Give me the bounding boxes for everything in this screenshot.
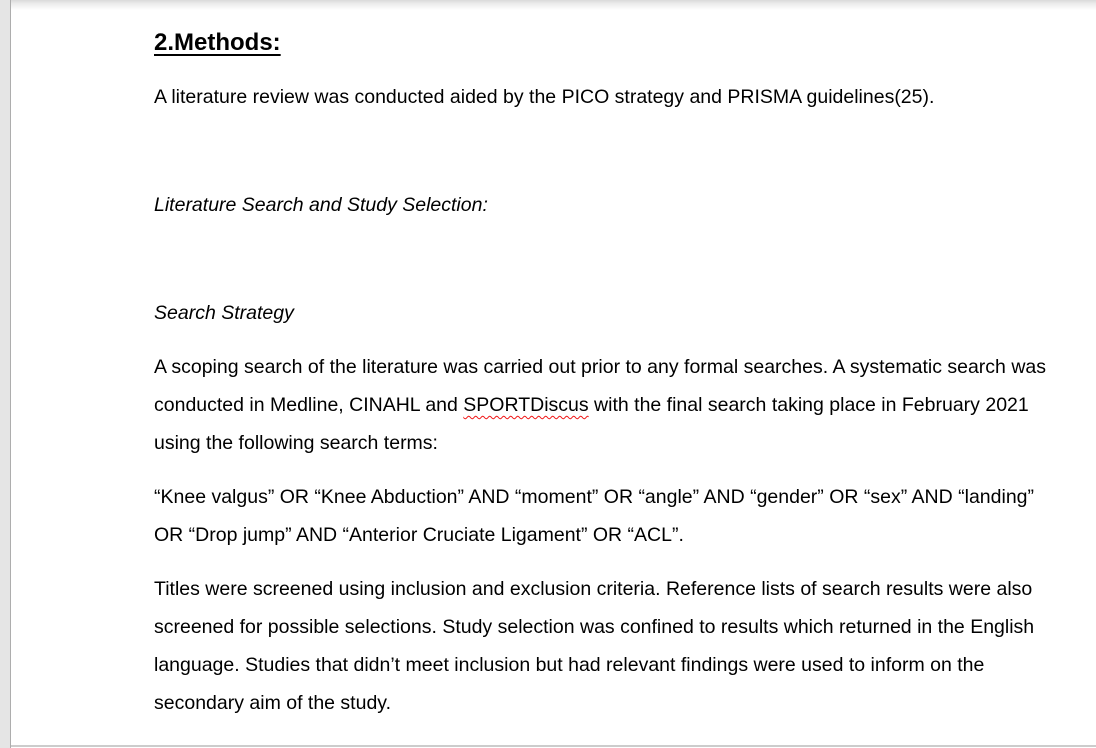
- page-bottom-border: [11, 745, 1096, 747]
- search-paragraph-after: with the final search taking place in February 2021 using the following search terms:: [154, 394, 1029, 454]
- paragraph-screening: Titles were screened using inclusion and exclusion criteria. Reference lists of search results were also screened for possible selections. Study selection was confined to results which returned in the English language. Studies that didn’t meet inclusion but had relevant findings were used to inform on the secondary aim of the study.: [154, 578, 1035, 714]
- paragraph-search-terms: “Knee valgus” OR “Knee Abduction” AND “moment” OR “angle” AND “gender” OR “sex” AND “landing” OR “Drop jump” AND “Anterior Cruciate Ligament” OR “ACL”.: [154, 486, 1035, 546]
- empty-paragraph: [154, 132, 1056, 170]
- left-gutter: [0, 0, 11, 748]
- spellcheck-flagged-word: SPORTDiscus: [463, 394, 589, 416]
- empty-paragraph: [154, 240, 1056, 278]
- search-paragraph-before: A scoping search of the literature was carried out prior to any formal searches. A systematic search was conducted in Medline, CINAHL and: [154, 356, 1046, 416]
- subheading-literature-search: Literature Search and Study Selection:: [154, 194, 488, 216]
- document-body: [154, 24, 1056, 738]
- page-top-shadow: [11, 0, 1096, 10]
- paragraph-intro: A literature review was conducted aided by the PICO strategy and PRISMA guidelines(25).: [154, 86, 935, 108]
- subheading-search-strategy: Search Strategy: [154, 302, 294, 324]
- section-heading-methods: 2.Methods:: [154, 29, 281, 56]
- paragraph-search-strategy: [154, 348, 1056, 462]
